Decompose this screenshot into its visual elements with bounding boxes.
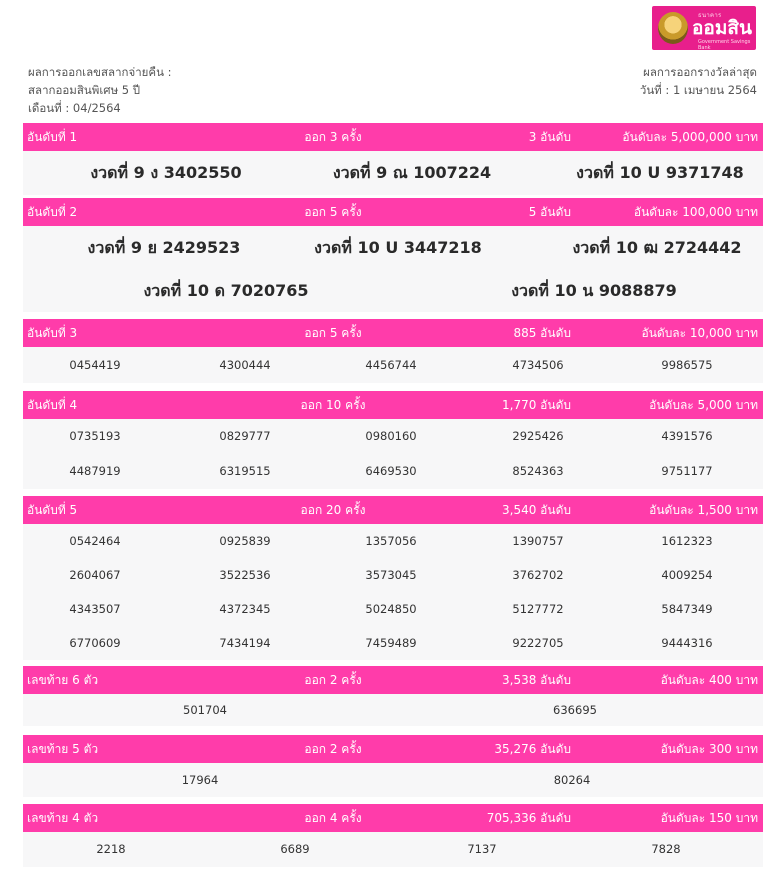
prize-section xyxy=(23,123,763,195)
winning-number: 9751177 xyxy=(661,464,713,478)
logo-name: ออมสิน xyxy=(692,17,752,39)
number-row xyxy=(23,419,763,454)
winning-number: 0542464 xyxy=(69,534,121,548)
section-prize: อันดับละ 400 บาท xyxy=(660,673,758,687)
header-month: เดือนที่ : 04/2564 xyxy=(28,101,121,115)
section-count: 5 อันดับ xyxy=(528,205,571,219)
winning-number: 4487919 xyxy=(69,464,121,478)
number-row xyxy=(23,347,763,383)
winning-number: งวดที่ 10 ฒ 2724442 xyxy=(572,238,742,257)
header-date: วันที่ : 1 เมษายน 2564 xyxy=(639,83,757,97)
logo-eng: Government Savings Bank xyxy=(698,39,751,50)
section-prize: อันดับละ 300 บาท xyxy=(660,742,758,756)
section-header-bar xyxy=(23,735,763,763)
header-latest-label: ผลการออกรางวัลล่าสุด xyxy=(643,65,757,79)
winning-number: 3762702 xyxy=(512,568,564,582)
section-header-bar xyxy=(23,198,763,226)
number-row xyxy=(23,226,763,269)
section-prize: อันดับละ 5,000 บาท xyxy=(649,398,758,412)
winning-number: 4009254 xyxy=(661,568,713,582)
section-draws: ออก 5 ครั้ง xyxy=(304,326,362,340)
winning-number: 1612323 xyxy=(661,534,713,548)
number-row xyxy=(23,763,763,797)
section-header-bar xyxy=(23,666,763,694)
winning-number: 7828 xyxy=(651,842,681,856)
section-title: อันดับที่ 1 xyxy=(27,130,78,144)
section-body xyxy=(23,226,763,312)
prize-section xyxy=(23,735,763,797)
section-title: เลขท้าย 4 ตัว xyxy=(27,811,99,825)
section-body xyxy=(23,832,763,867)
section-count: 35,276 อันดับ xyxy=(494,742,571,756)
winning-number: งวดที่ 9 ย 2429523 xyxy=(87,238,241,257)
number-row xyxy=(23,454,763,489)
winning-number: 4343507 xyxy=(69,602,121,616)
number-row xyxy=(23,626,763,660)
winning-number: 3522536 xyxy=(219,568,271,582)
header-right xyxy=(640,63,757,99)
number-row xyxy=(23,592,763,626)
section-prize: อันดับละ 5,000,000 บาท xyxy=(622,130,758,144)
section-body xyxy=(23,151,763,195)
section-title: อันดับที่ 3 xyxy=(27,326,78,340)
winning-number: 6689 xyxy=(280,842,310,856)
winning-number: 4300444 xyxy=(219,358,271,372)
prize-section xyxy=(23,804,763,867)
winning-number: 4391576 xyxy=(661,429,713,443)
winning-number: 3573045 xyxy=(365,568,417,582)
section-prize: อันดับละ 100,000 บาท xyxy=(633,205,758,219)
winning-number: 5127772 xyxy=(512,602,564,616)
winning-number: 7137 xyxy=(467,842,497,856)
prize-section xyxy=(23,391,763,489)
section-body xyxy=(23,763,763,797)
winning-number: 0454419 xyxy=(69,358,121,372)
section-title: อันดับที่ 5 xyxy=(27,503,78,517)
number-row xyxy=(23,832,763,867)
winning-number: งวดที่ 10 น 9088879 xyxy=(511,281,677,300)
section-body xyxy=(23,347,763,383)
winning-number: 7459489 xyxy=(365,636,417,650)
section-title: เลขท้าย 6 ตัว xyxy=(27,673,99,687)
winning-number: 9986575 xyxy=(661,358,713,372)
gsb-seal-icon xyxy=(658,12,688,44)
winning-number: 4734506 xyxy=(512,358,564,372)
winning-number: 6770609 xyxy=(69,636,121,650)
section-title: เลขท้าย 5 ตัว xyxy=(27,742,99,756)
section-draws: ออก 4 ครั้ง xyxy=(304,811,362,825)
number-row xyxy=(23,694,763,726)
winning-number: งวดที่ 9 ง 3402550 xyxy=(90,163,242,182)
number-row xyxy=(23,151,763,195)
winning-number: 6319515 xyxy=(219,464,271,478)
winning-number: 2604067 xyxy=(69,568,121,582)
section-count: 885 อันดับ xyxy=(513,326,571,340)
section-count: 3,538 อันดับ xyxy=(502,673,571,687)
header-left xyxy=(28,63,172,117)
prize-section xyxy=(23,666,763,726)
winning-number: 1390757 xyxy=(512,534,564,548)
winning-number: 80264 xyxy=(553,773,591,787)
winning-number: 2925426 xyxy=(512,429,564,443)
winning-number: งวดที่ 10 ด 7020765 xyxy=(143,281,309,300)
winning-number: 0925839 xyxy=(219,534,271,548)
section-header-bar xyxy=(23,319,763,347)
winning-number: 4372345 xyxy=(219,602,271,616)
number-row xyxy=(23,558,763,592)
winning-number: 0980160 xyxy=(365,429,417,443)
winning-number: 0829777 xyxy=(219,429,271,443)
section-draws: ออก 10 ครั้ง xyxy=(300,398,366,412)
number-row xyxy=(23,524,763,558)
winning-number: 8524363 xyxy=(512,464,564,478)
winning-number: 0735193 xyxy=(69,429,121,443)
section-count: 1,770 อันดับ xyxy=(502,398,571,412)
winning-number: 4456744 xyxy=(365,358,417,372)
section-title: อันดับที่ 4 xyxy=(27,398,78,412)
winning-number: 6469530 xyxy=(365,464,417,478)
section-body xyxy=(23,419,763,489)
section-draws: ออก 20 ครั้ง xyxy=(300,503,366,517)
section-draws: ออก 2 ครั้ง xyxy=(304,742,362,756)
section-header-bar xyxy=(23,391,763,419)
winning-number: 5847349 xyxy=(661,602,713,616)
section-title: อันดับที่ 2 xyxy=(27,205,78,219)
header-result-label: ผลการออกเลขสลากจ่ายคืน : xyxy=(28,65,172,79)
section-header-bar xyxy=(23,496,763,524)
section-count: 3,540 อันดับ xyxy=(502,503,571,517)
section-draws: ออก 3 ครั้ง xyxy=(304,130,362,144)
winning-number: งวดที่ 9 ณ 1007224 xyxy=(332,163,492,182)
section-draws: ออก 2 ครั้ง xyxy=(304,673,362,687)
section-body xyxy=(23,694,763,726)
section-header-bar xyxy=(23,123,763,151)
section-count: 3 อันดับ xyxy=(528,130,571,144)
winning-number: 5024850 xyxy=(365,602,417,616)
number-row xyxy=(23,269,763,312)
winning-number: งวดที่ 10 U 3447218 xyxy=(314,238,482,257)
logo-sub: ธนาคาร xyxy=(698,12,722,19)
section-prize: อันดับละ 150 บาท xyxy=(660,811,758,825)
header-lottery-name: สลากออมสินพิเศษ 5 ปี xyxy=(28,83,141,97)
prize-section xyxy=(23,198,763,312)
winning-number: 17964 xyxy=(181,773,219,787)
prize-section xyxy=(23,496,763,660)
winning-number: 636695 xyxy=(553,703,597,717)
section-count: 705,336 อันดับ xyxy=(486,811,571,825)
winning-number: 2218 xyxy=(96,842,126,856)
winning-number: งวดที่ 10 U 9371748 xyxy=(576,163,744,182)
winning-number: 7434194 xyxy=(219,636,271,650)
winning-number: 501704 xyxy=(183,703,227,717)
section-draws: ออก 5 ครั้ง xyxy=(304,205,362,219)
gsb-logo[interactable] xyxy=(652,6,756,50)
section-body xyxy=(23,524,763,660)
prize-section xyxy=(23,319,763,383)
winning-number: 9222705 xyxy=(512,636,564,650)
winning-number: 9444316 xyxy=(661,636,713,650)
section-prize: อันดับละ 10,000 บาท xyxy=(641,326,758,340)
winning-number: 1357056 xyxy=(365,534,417,548)
section-prize: อันดับละ 1,500 บาท xyxy=(649,503,758,517)
section-header-bar xyxy=(23,804,763,832)
